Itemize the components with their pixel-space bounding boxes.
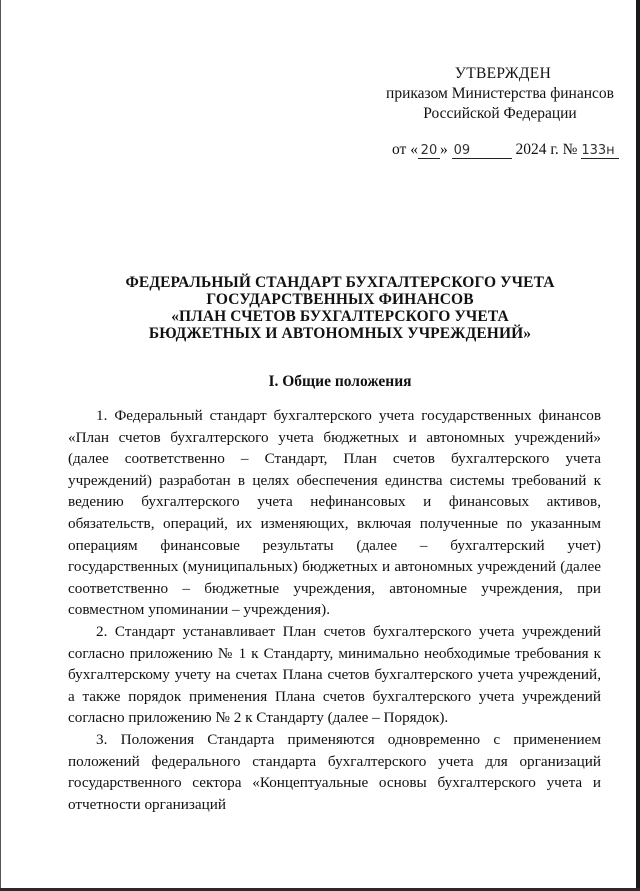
date-prefix: от « (392, 141, 418, 158)
title-line: ФЕДЕРАЛЬНЫЙ СТАНДАРТ БУХГАЛТЕРСКОГО УЧЕТА (125, 274, 555, 291)
approval-title: УТВЕРЖДЕН (454, 65, 552, 82)
title-line: БЮДЖЕТНЫХ И АВТОНОМНЫХ УЧРЕЖДЕНИЙ» (148, 325, 532, 342)
approval-issuer-line1: приказом Министерства финансов (386, 85, 614, 102)
paragraph-3: 3. Положения Стандарта применяются одновременно с применением положений федерального стандарта бухгалтерского учета для организаций государственного сектора «Концептуальные основы бухгалтерского учета и отчетности организаций (68, 730, 601, 813)
handwritten-order-number: 133н (581, 144, 619, 159)
document-title (70, 274, 610, 342)
paragraph-2: 2. Стандарт устанавливает План счетов бухгалтерского учета учреждений согласно приложению № 1 к Стандарту, минимально необходимые требования к бухгалтерскому учету на счетах Плана счетов бухгалтерского учета учреждений, а также порядок применения Плана счетов бухгалтерского учета учреждений согласно приложению № 2 к Стандарту (далее – Порядок). (68, 622, 601, 727)
document-body (68, 405, 601, 815)
date-year: 2024 г. № (515, 141, 578, 158)
title-line: «ПЛАН СЧЕТОВ БУХГАЛТЕРСКОГО УЧЕТА (171, 308, 509, 325)
approval-date-line (380, 140, 620, 160)
scan-edge-left (0, 0, 1, 891)
approval-issuer-line2: Российской Федерации (423, 105, 577, 122)
title-line: ГОСУДАРСТВЕННЫХ ФИНАНСОВ (206, 291, 474, 308)
handwritten-month: 09 (452, 144, 512, 159)
approval-block (380, 64, 620, 160)
handwritten-day: 20 (418, 144, 440, 159)
paragraph-1: 1. Федеральный стандарт бухгалтерского учета государственных финансов «План счетов бухгалтерского учета бюджетных и автономных учреждений» (далее соответственно – Стандарт, План счетов бухгалтерского учета учреждений) разработан в целях обеспечения единства системы требований к ведению бухгалтерского учета нефинансовых и финансовых активов, обязательств, операций, их изменяющих, включая полученные по указанным операциям финансовые результаты (далее – бухгалтерский учет) государственных (муниципальных) бюджетных и автономных учреждений (далее соответственно – бюджетные учреждения, автономные учреждения, при совместном упоминании – учреждения). (68, 407, 601, 619)
scan-edge-right (636, 0, 640, 891)
date-mid: » (439, 141, 448, 158)
section-heading: I. Общие положения (268, 373, 412, 390)
